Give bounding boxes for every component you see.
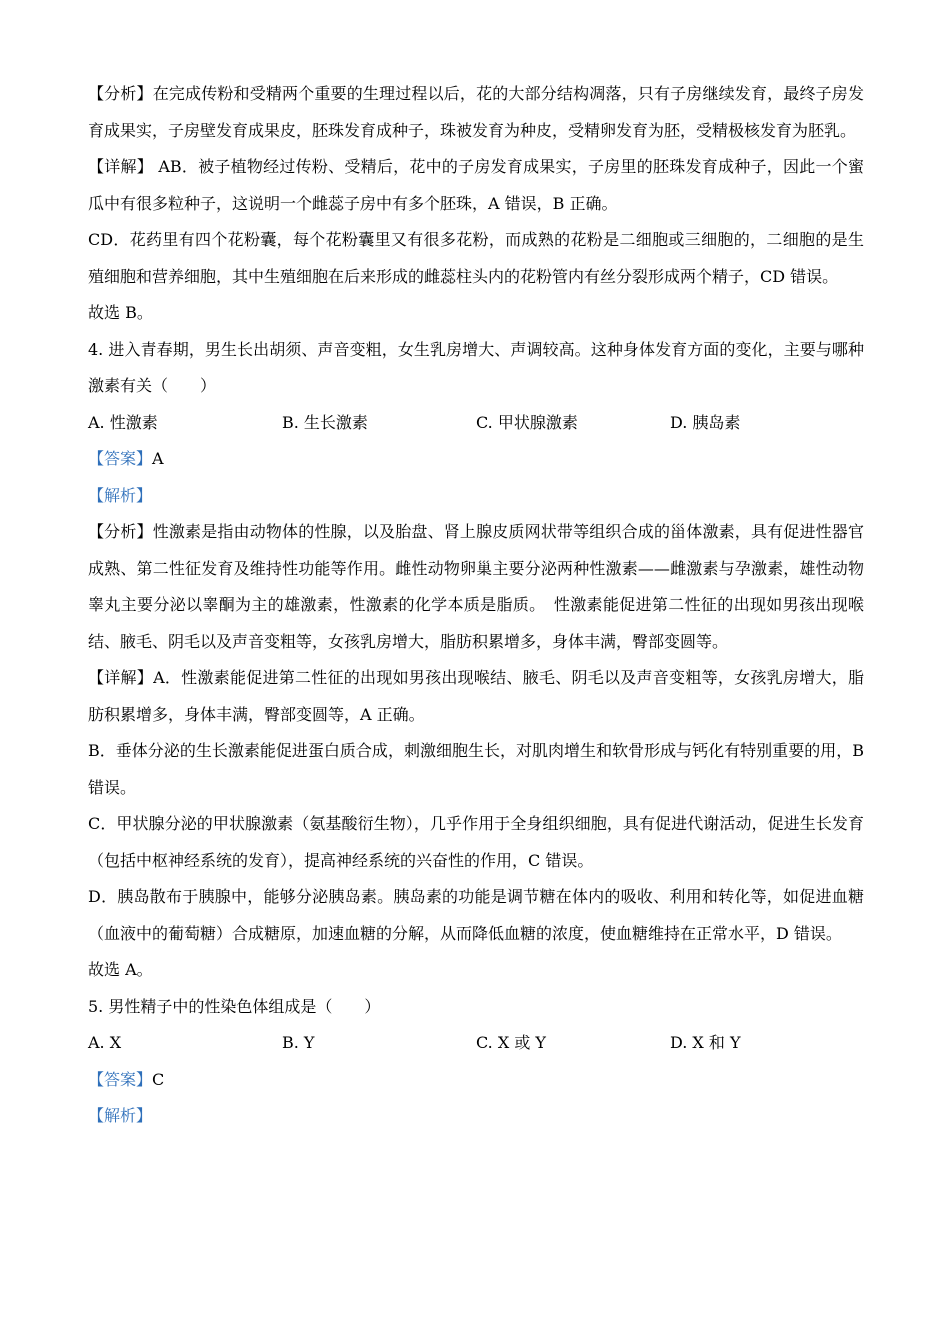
q4-stem: 4. 进入青春期，男生长出胡须、声音变粗，女生乳房增大、声调较高。这种身体发育方面的变化，主要与哪种激素有关（ ）: [88, 339, 864, 395]
q4-answer: [88, 441, 864, 478]
q3-detail-cd: CD．花药里有四个花粉囊，每个花粉囊里又有很多花粉，而成熟的花粉是二细胞或三细胞的，二细胞的是生殖细胞和营养细胞，其中生殖细胞在后来形成的雌蕊柱头内的花粉管内有丝分裂形成两个精子，CD 错误。: [88, 230, 864, 286]
q3-detail-ab: [88, 149, 864, 222]
q5-option-a: A. X: [88, 1033, 122, 1052]
document-page: [88, 76, 864, 1135]
detail-text: AB．被子植物经过传粉、受精后，花中的子房发育成果实，子房里的胚珠发育成种子，因此一个蜜瓜中有很多粒种子，这说明一个雌蕊子房中有多个胚珠，A 错误，B 正确。: [88, 157, 864, 213]
detail-tag: 【详解】: [88, 668, 154, 687]
q5-option-c: C. X 或 Y: [476, 1033, 546, 1052]
q5-answer: [88, 1062, 864, 1099]
detail-text: A．性激素能促进第二性征的出现如男孩出现喉结、腋毛、阴毛以及声音变粗等，女孩乳房增大，脂肪积累增多，身体丰满，臀部变圆等，A 正确。: [88, 668, 864, 724]
answer-value: C: [152, 1069, 165, 1089]
analysis-text: 在完成传粉和受精两个重要的生理过程以后，花的大部分结构凋落，只有子房继续发育，最终子房发育成果实，子房壁发育成果皮，胚珠发育成种子，珠被发育为种皮，受精卵发育为胚，受精极核发育为胚乳。: [88, 84, 864, 140]
q5-option-b: B. Y: [282, 1033, 315, 1052]
q4-analysis: [88, 514, 864, 660]
q4-option-b: B. 生长激素: [282, 412, 368, 432]
q5-option-d: D. X 和 Y: [670, 1033, 741, 1052]
answer-value: A: [152, 449, 164, 468]
answer-tag: 【答案】: [88, 1069, 153, 1089]
q4-option-a: A. 性激素: [88, 412, 158, 432]
analysis-tag: 【分析】: [88, 84, 153, 103]
q4-option-d: D. 胰岛素: [670, 412, 741, 432]
q4-explain-tag: 【解析】: [88, 485, 153, 505]
q4-options: [88, 405, 864, 442]
q4-detail-d: D．胰岛散布于胰腺中，能够分泌胰岛素。胰岛素的功能是调节糖在体内的吸收、利用和转化等，如促进血糖（血液中的葡萄糖）合成糖原，加速血糖的分解，从而降低血糖的浓度，使血糖维持在正常水平，D 错误。: [88, 887, 864, 943]
q4-detail-a: [88, 660, 864, 733]
detail-tag: 【详解】: [88, 157, 153, 176]
q4-detail-b: B．垂体分泌的生长激素能促进蛋白质合成，刺激细胞生长，对肌肉增生和软骨形成与钙化有特别重要的用，B 错误。: [88, 741, 864, 797]
answer-tag: 【答案】: [88, 449, 153, 468]
analysis-tag: 【分析】: [88, 522, 153, 541]
analysis-text: 性激素是指由动物体的性腺，以及胎盘、肾上腺皮质网状带等组织合成的甾体激素，具有促进性器官成熟、第二性征发育及维持性功能等作用。雌性动物卵巢主要分泌两种性激素——雌激素与孕激素，雄性动物睾丸主要分泌以睾酮为主的雄激素，性激素的化学本质是脂质。 性激素能促进第二性征的出现如男孩出现喉结、腋毛、阴毛以及声音变粗等，女孩乳房增大，脂肪积累增多，身体丰满，臀部变圆等。: [88, 522, 864, 651]
q4-detail-c: C．甲状腺分泌的甲状腺激素（氨基酸衍生物），几乎作用于全身组织细胞，具有促进代谢活动，促进生长发育（包括中枢神经系统的发育），提高神经系统的兴奋性的作用，C 错误。: [88, 814, 864, 870]
q4-choice: 故选 A。: [88, 960, 153, 979]
q5-explain-tag: 【解析】: [88, 1106, 153, 1125]
q3-analysis: [88, 76, 864, 149]
q3-choice: 故选 B。: [88, 303, 153, 322]
q4-option-c: C. 甲状腺激素: [476, 412, 578, 432]
q5-options: [88, 1025, 864, 1062]
q5-stem: 5. 男性精子中的性染色体组成是（ ）: [88, 996, 381, 1016]
